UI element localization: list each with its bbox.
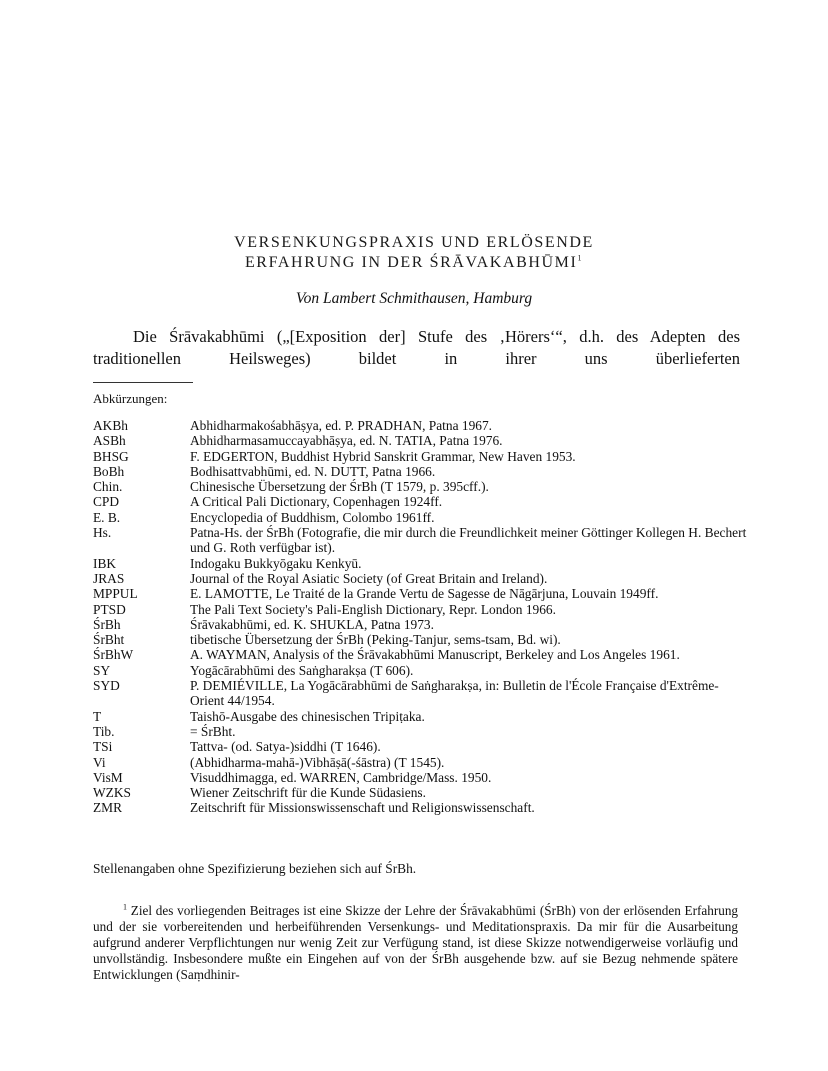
abbreviation-row — [93, 617, 748, 632]
abbreviations-heading: Abkürzungen: — [93, 391, 168, 406]
abbreviation-expansion: Visuddhimagga, ed. WARREN, Cambridge/Mass. 1950. — [190, 769, 492, 785]
abbreviation-row — [93, 418, 748, 433]
abbreviation-key: Hs. — [93, 525, 112, 541]
abbreviation-row — [93, 433, 748, 448]
abbreviation-row — [93, 602, 748, 617]
abbreviation-key: SYD — [93, 678, 120, 694]
abbreviation-key: ZMR — [93, 800, 123, 816]
abbreviation-row — [93, 724, 748, 739]
abbreviation-key: ŚrBh — [93, 616, 121, 632]
abbreviation-expansion: Abhidharmasamuccayabhāṣya, ed. N. TATIA, Patna 1976. — [190, 433, 503, 449]
abbreviation-row — [93, 755, 748, 770]
author-line: Von Lambert Schmithausen, Hamburg — [295, 290, 533, 307]
abbreviation-row — [93, 663, 748, 678]
abbreviation-row — [93, 464, 748, 479]
abbreviation-row — [93, 739, 748, 754]
footnote-divider — [93, 382, 193, 383]
abbreviation-key: ŚrBht — [93, 632, 125, 648]
footnote-text: Ziel des vorliegenden Beitrages ist eine Skizze der Lehre der Śrāvakabhūmi (ŚrBh) von der erlösenden Erfahrung und der sie vorbereitenden und herbeiführenden Versenkungs- und Meditationspraxis. Da mir für die Ausarbeitung aufgrund anderer Verpflichtungen nur wenig Zeit zur Verfügung stand, ist diese Skizze notwendigerweise vorläufig und unvollständig. Insbesondere mußte ein Eingehen auf von der ŚrBh ausgehende bzw. auf sie Bezug nehmende spätere Entwicklungen (Saṃdhinir- — [93, 903, 739, 982]
abbreviation-key: Tib. — [93, 723, 115, 739]
abbreviations-list — [93, 418, 748, 816]
abbreviation-row — [93, 556, 748, 571]
abbreviation-expansion: E. LAMOTTE, Le Traité de la Grande Vertu de Sagesse de Nāgārjuna, Louvain 1949ff. — [190, 586, 659, 602]
abbreviation-key: PTSD — [93, 601, 126, 617]
intro-text: Die Śrāvakabhūmi („[Exposition der] Stufe des ‚Hörers‘“, d.h. des Adepten des traditionellen Heilsweges) bildet in ihrer uns überlieferten — [93, 327, 740, 368]
abbreviation-row — [93, 632, 748, 647]
abbreviation-key: SY — [93, 662, 111, 678]
title-line-1: VERSENKUNGSPRAXIS UND ERLÖSENDE — [234, 234, 594, 251]
abbreviation-row — [93, 494, 748, 509]
title-footnote-mark: 1 — [577, 253, 584, 263]
abbreviation-expansion: A. WAYMAN, Analysis of the Śrāvakabhūmi Manuscript, Berkeley and Los Angeles 1961. — [190, 647, 680, 663]
abbreviation-row — [93, 586, 748, 601]
abbreviation-expansion: P. DEMIÉVILLE, La Yogācārabhūmi de Saṅgharakṣa, in: Bulletin de l'École Française d'Extrême-Orient 44/1954. — [190, 678, 719, 709]
abbreviation-expansion: tibetische Übersetzung der ŚrBh (Peking-Tanjur, sems-tsam, Bd. wi). — [190, 632, 561, 648]
footnote-1 — [93, 903, 738, 983]
abbreviation-expansion: = ŚrBht. — [190, 723, 236, 739]
title-line-2: ERFAHRUNG IN DER ŚRĀVAKABHŪMI$^1$ — [244, 253, 584, 271]
abbreviation-expansion: Taishō-Ausgabe des chinesischen Tripiṭaka. — [190, 708, 425, 724]
abbreviation-row — [93, 647, 748, 662]
abbreviation-key: ASBh — [93, 433, 126, 449]
abbreviation-key: BoBh — [93, 463, 125, 479]
abbreviation-row — [93, 449, 748, 464]
abbreviation-key: Chin. — [93, 479, 123, 495]
footnote-mark: 1 — [123, 902, 127, 912]
abbreviation-key: ŚrBhW — [93, 647, 134, 663]
abbreviation-expansion: F. EDGERTON, Buddhist Hybrid Sanskrit Grammar, New Haven 1953. — [190, 448, 576, 464]
abbreviation-row — [93, 709, 748, 724]
abbreviation-expansion: Bodhisattvabhūmi, ed. N. DUTT, Patna 1966. — [190, 463, 436, 479]
abbreviation-key: JRAS — [93, 570, 125, 586]
abbreviation-key: T — [93, 708, 102, 724]
abbreviation-row — [93, 678, 748, 709]
abbreviation-row — [93, 510, 748, 525]
abbreviation-row — [93, 770, 748, 785]
abbreviation-expansion: A Critical Pali Dictionary, Copenhagen 1924ff. — [190, 494, 443, 510]
abbreviation-key: WZKS — [93, 785, 131, 801]
abbreviation-key: AKBh — [93, 418, 128, 433]
abbreviation-row — [93, 800, 748, 815]
abbreviation-expansion: Journal of the Royal Asiatic Society (of Great Britain and Ireland). — [190, 570, 548, 586]
abbreviation-key: TSi — [93, 739, 113, 755]
abbreviation-key: IBK — [93, 555, 117, 571]
abbreviation-key: Vi — [93, 754, 106, 770]
abbreviations-note: Stellenangaben ohne Spezifizierung beziehen sich auf ŚrBh. — [93, 861, 417, 876]
abbreviation-expansion: Wiener Zeitschrift für die Kunde Südasiens. — [190, 785, 426, 801]
abbreviation-expansion: Patna-Hs. der ŚrBh (Fotografie, die mir durch die Freundlichkeit meiner Göttinger Kollegen H. Bechert und G. Roth verfügbar ist). — [190, 525, 747, 556]
abbreviation-row — [93, 525, 748, 556]
abbreviation-key: VisM — [93, 769, 123, 785]
abbreviation-row — [93, 571, 748, 586]
abbreviation-expansion: Tattva- (od. Satya-)siddhi (T 1646). — [190, 739, 381, 755]
abbreviation-expansion: The Pali Text Society's Pali-English Dictionary, Repr. London 1966. — [190, 601, 556, 617]
article-title — [0, 233, 828, 273]
abbreviation-key: BHSG — [93, 448, 129, 464]
abbreviation-expansion: Śrāvakabhūmi, ed. K. SHUKLA, Patna 1973. — [190, 616, 434, 632]
abbreviation-key: CPD — [93, 494, 120, 510]
abbreviation-expansion: Indogaku Bukkyōgaku Kenkyū. — [190, 555, 362, 571]
abbreviation-expansion: Encyclopedia of Buddhism, Colombo 1961ff. — [190, 509, 435, 525]
abbreviation-expansion: Abhidharmakośabhāṣya, ed. P. PRADHAN, Patna 1967. — [190, 418, 493, 433]
abbreviation-expansion: Yogācārabhūmi des Saṅgharakṣa (T 606). — [190, 662, 414, 678]
abbreviation-key: E. B. — [93, 509, 121, 525]
abbreviation-expansion: (Abhidharma-mahā-)Vibhāṣā(-śāstra) (T 1545). — [190, 754, 445, 770]
abbreviation-row — [93, 785, 748, 800]
abbreviation-expansion: Zeitschrift für Missionswissenschaft und Religionswissenschaft. — [190, 800, 535, 816]
abbreviation-expansion: Chinesische Übersetzung der ŚrBh (T 1579, p. 395cff.). — [190, 479, 489, 495]
intro-paragraph — [93, 326, 740, 370]
abbreviation-row — [93, 479, 748, 494]
abbreviation-key: MPPUL — [93, 586, 138, 602]
